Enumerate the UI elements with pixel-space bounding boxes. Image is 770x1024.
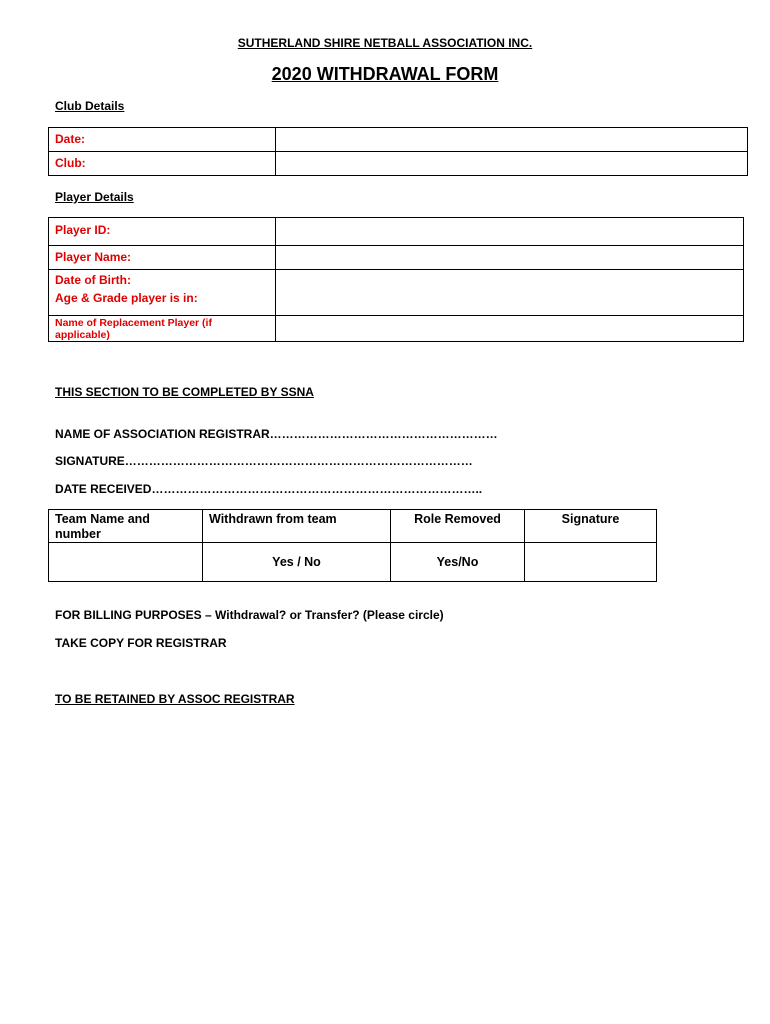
form-title: 2020 WITHDRAWAL FORM xyxy=(271,64,499,84)
role-removed-header: Role Removed xyxy=(391,510,525,543)
ssna-table xyxy=(48,509,657,582)
withdrawn-header: Withdrawn from team xyxy=(203,510,391,543)
replacement-player-field[interactable] xyxy=(276,316,744,342)
signature-line[interactable]: SIGNATURE…………………………………………………………………………… xyxy=(55,454,473,468)
signature-cell[interactable] xyxy=(525,543,657,582)
club-details-heading: Club Details xyxy=(55,99,125,113)
team-name-cell[interactable] xyxy=(49,543,203,582)
club-field[interactable] xyxy=(276,152,748,176)
team-name-header: Team Name and number xyxy=(49,510,203,543)
player-id-label: Player ID: xyxy=(55,223,111,237)
player-name-field[interactable] xyxy=(276,246,744,270)
billing-purposes-text: FOR BILLING PURPOSES – Withdrawal? or Transfer? (Please circle) xyxy=(55,608,444,622)
date-field[interactable] xyxy=(276,128,748,152)
organisation-name: SUTHERLAND SHIRE NETBALL ASSOCIATION INC. xyxy=(237,36,533,50)
player-id-field[interactable] xyxy=(276,218,744,246)
dob-age-grade-field[interactable] xyxy=(276,270,744,316)
player-details-table xyxy=(48,217,744,342)
player-details-heading: Player Details xyxy=(55,190,134,204)
date-label: Date: xyxy=(55,132,86,146)
club-details-table xyxy=(48,127,748,176)
ssna-section-heading: THIS SECTION TO BE COMPLETED BY SSNA xyxy=(55,385,314,399)
retained-by-registrar-text: TO BE RETAINED BY ASSOC REGISTRAR xyxy=(55,692,295,706)
date-received-line[interactable]: DATE RECEIVED……………………………………………………………………….. xyxy=(55,482,483,496)
registrar-name-line[interactable]: NAME OF ASSOCIATION REGISTRAR………………………………………………… xyxy=(55,427,498,441)
age-grade-label: Age & Grade player is in: xyxy=(55,291,198,305)
replacement-player-label: Name of Replacement Player (if applicable) xyxy=(55,317,212,341)
role-removed-cell[interactable]: Yes/No xyxy=(391,543,525,582)
dob-label: Date of Birth: xyxy=(55,273,131,287)
take-copy-text: TAKE COPY FOR REGISTRAR xyxy=(55,636,227,650)
signature-header: Signature xyxy=(525,510,657,543)
club-label: Club: xyxy=(55,156,86,170)
player-name-label: Player Name: xyxy=(55,250,132,264)
withdrawn-cell[interactable]: Yes / No xyxy=(203,543,391,582)
